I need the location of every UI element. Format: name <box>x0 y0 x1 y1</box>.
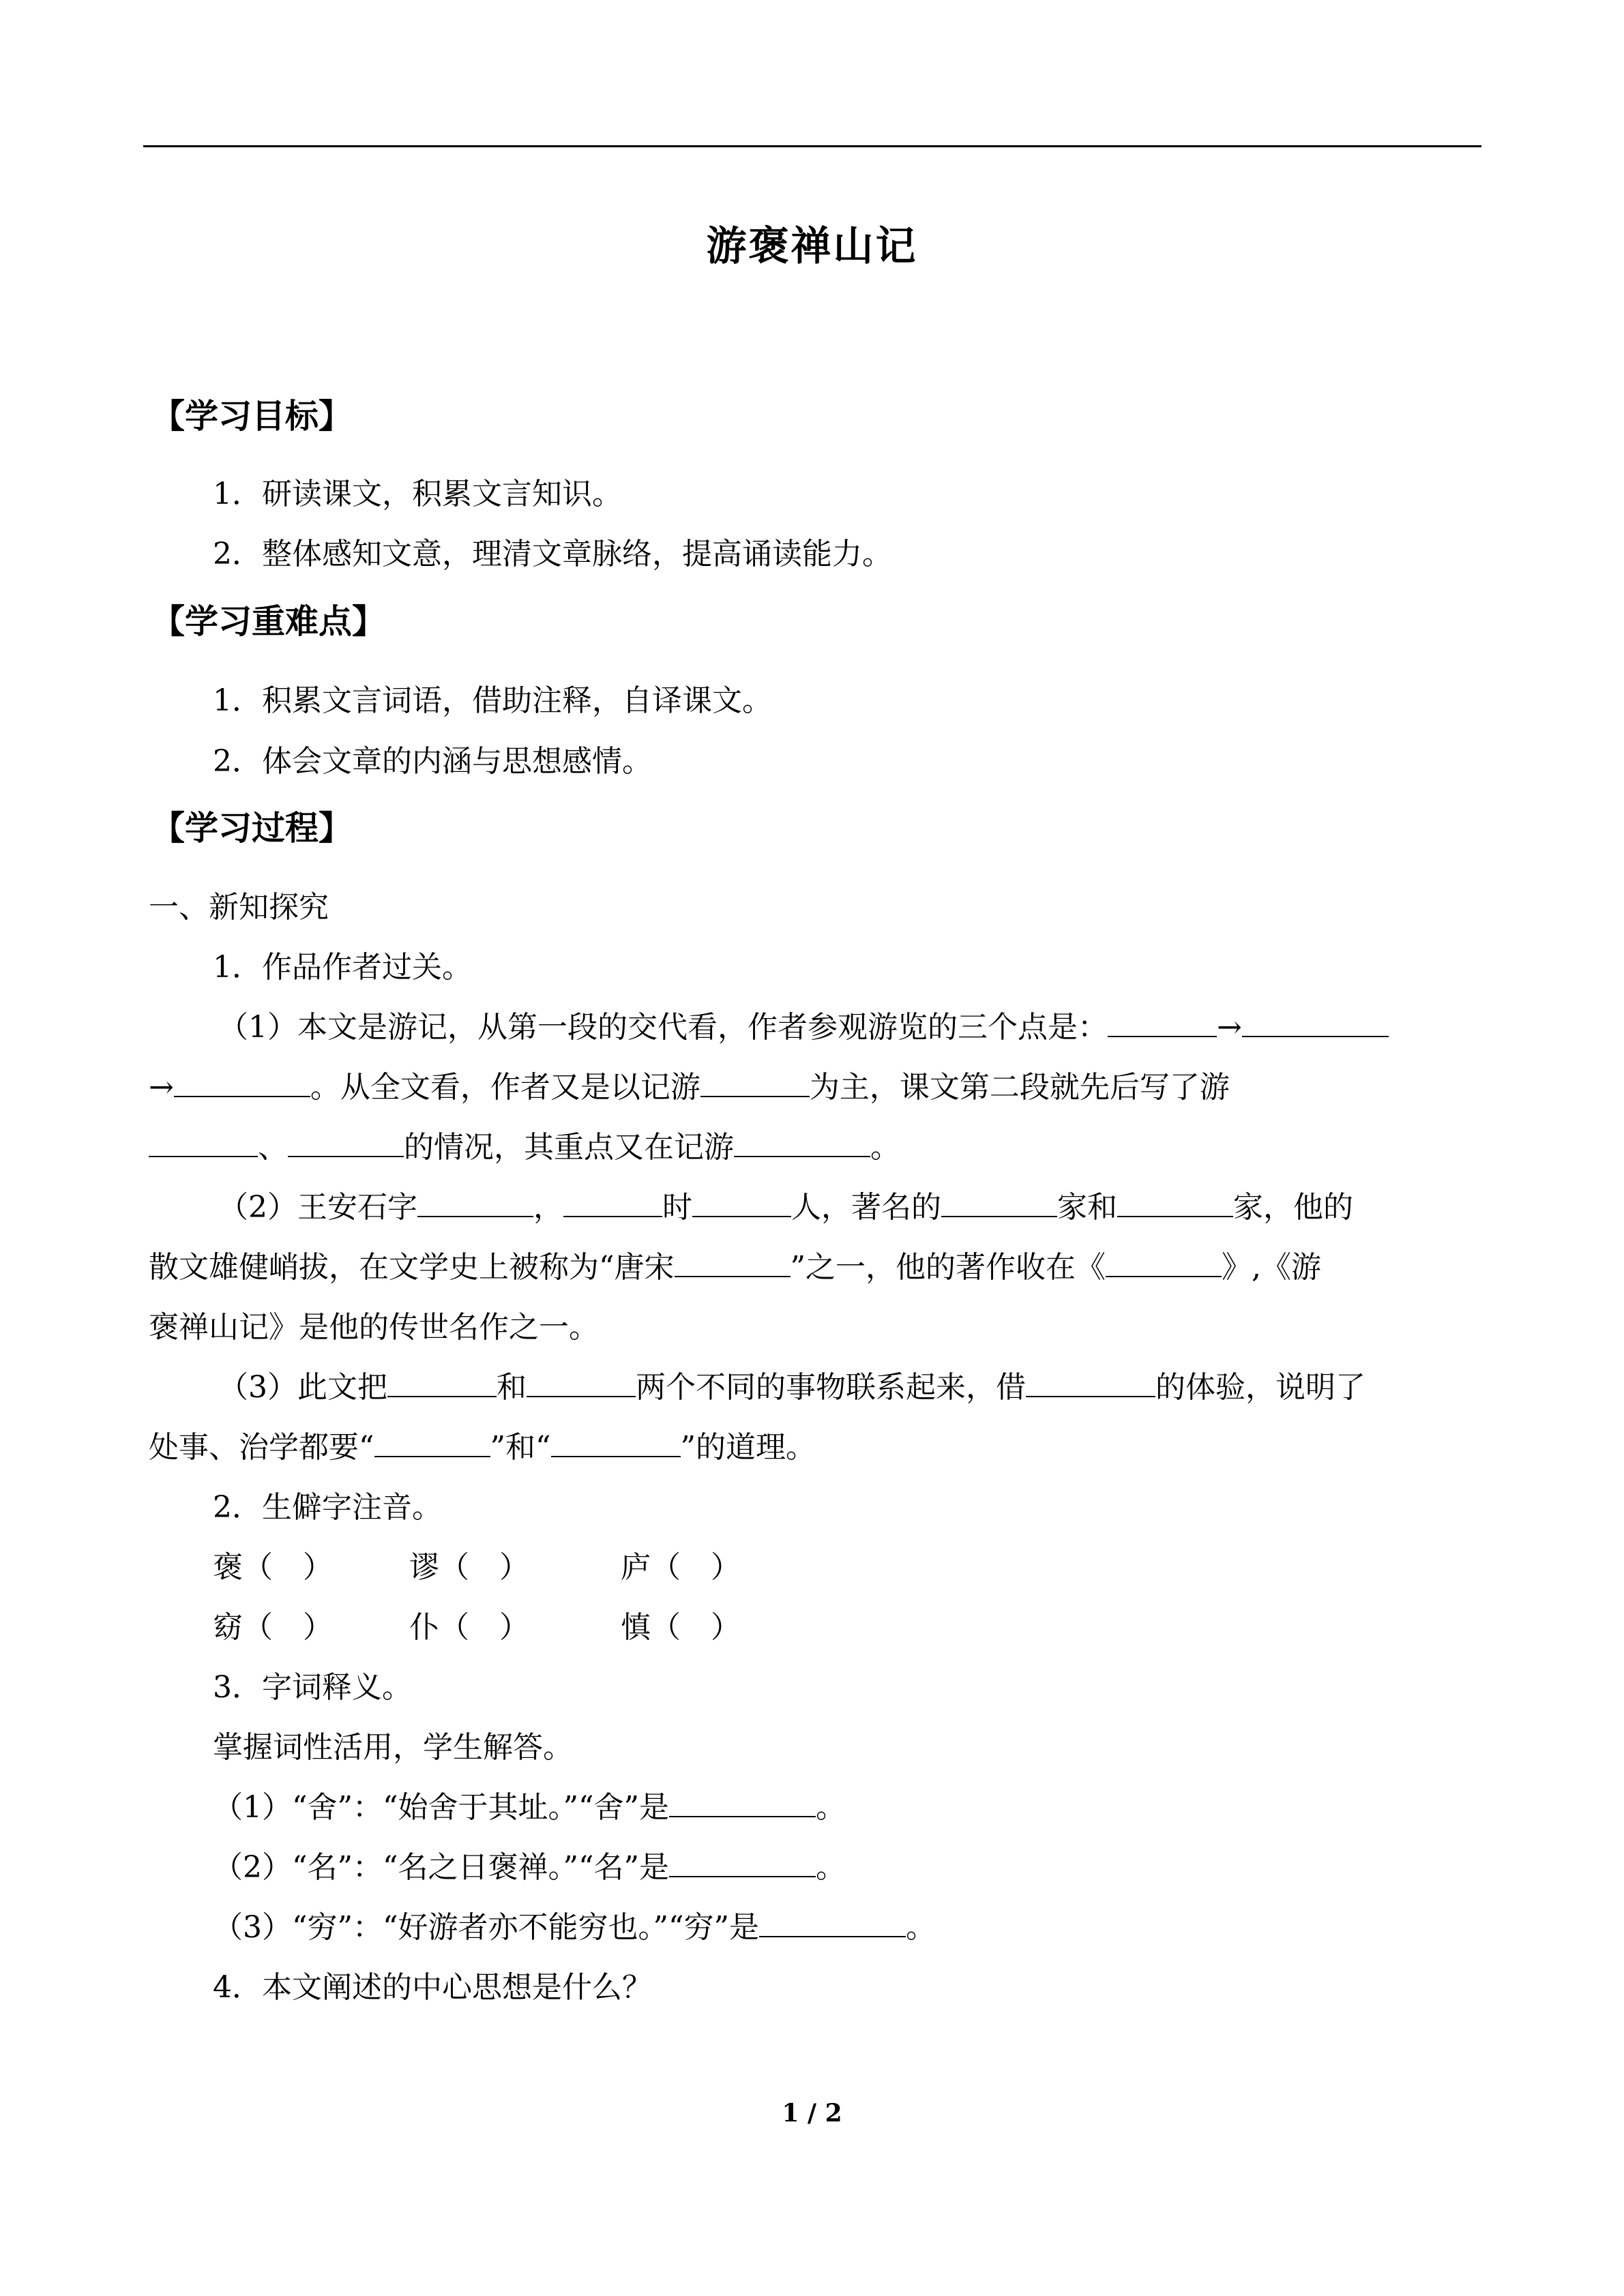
question-3-item-3 <box>213 1908 936 1948</box>
q3-item-end: 。 <box>815 1790 846 1825</box>
char-pinyin-item: 庐（ ） <box>621 1550 741 1585</box>
goal-item-1: 1．研读课文，积累文言知识。 <box>213 477 622 511</box>
arrow-icon: → <box>1217 1010 1242 1045</box>
question-3-title: 3．字词释义。 <box>213 1670 412 1705</box>
answer-blank[interactable] <box>1117 1212 1233 1217</box>
question-1-1-line-2 <box>149 1068 1230 1107</box>
answer-blank[interactable] <box>700 1092 810 1097</box>
q1-2-text-c: 时 <box>662 1190 692 1225</box>
q1-3-text-c: 两个不同的事物联系起来，借 <box>636 1370 1026 1405</box>
question-2-title: 2．生僻字注音。 <box>213 1490 442 1525</box>
answer-blank[interactable] <box>1026 1392 1155 1397</box>
document-title: 游褒禅山记 <box>706 222 918 269</box>
heading-key-points: 【学习重难点】 <box>151 602 386 641</box>
q1-3-text-f: ”和“ <box>490 1430 551 1465</box>
question-1-2-line-2 <box>149 1248 1321 1287</box>
answer-blank[interactable] <box>374 1452 490 1457</box>
q1-2-text-a: （2）王安石字 <box>218 1190 417 1225</box>
section-new-knowledge: 一、新知探究 <box>149 890 329 925</box>
question-1-2-line-3: 褒禅山记》是他的传世名作之一。 <box>149 1310 599 1345</box>
answer-blank[interactable] <box>669 1872 816 1877</box>
question-4-title: 4．本文阐述的中心思想是什么？ <box>213 1970 652 2005</box>
char-pinyin-item: 窈（ ） <box>213 1610 333 1645</box>
question-1-3-line-1 <box>218 1368 1365 1407</box>
q1-1-text-b: 。从全文看，作者又是以记游 <box>310 1070 700 1105</box>
q3-item-text: （1）“舍”：“始舍于其址。”“舍”是 <box>213 1790 669 1825</box>
key-point-item-1: 1．积累文言词语，借助注释，自译课文。 <box>213 683 772 718</box>
answer-blank[interactable] <box>149 1152 258 1157</box>
answer-blank[interactable] <box>675 1272 791 1277</box>
answer-blank[interactable] <box>387 1392 497 1397</box>
q1-2-text-h: ”之一，他的著作收在《 <box>790 1250 1106 1285</box>
question-1-2-line-1 <box>218 1188 1353 1227</box>
answer-blank[interactable] <box>759 1932 906 1937</box>
q3-item-end: 。 <box>815 1850 846 1885</box>
q1-2-text-d: 人，著名的 <box>791 1190 941 1225</box>
q3-item-text: （2）“名”：“名之日褒禅。”“名”是 <box>213 1850 669 1885</box>
answer-blank[interactable] <box>734 1152 870 1157</box>
q1-1-text-e: 的情况，其重点又在记游 <box>404 1130 734 1165</box>
q3-item-text: （3）“穷”：“好游者亦不能穷也。”“穷”是 <box>213 1910 759 1945</box>
answer-blank[interactable] <box>1108 1032 1217 1037</box>
q1-2-text-i: 》,《游 <box>1222 1250 1321 1285</box>
char-pinyin-item: 慎（ ） <box>621 1610 741 1645</box>
answer-blank[interactable] <box>417 1212 533 1217</box>
heading-goals: 【学习目标】 <box>151 397 353 436</box>
question-1-3-line-2 <box>149 1428 816 1467</box>
answer-blank[interactable] <box>174 1092 310 1097</box>
answer-blank[interactable] <box>563 1212 662 1217</box>
question-3-item-2 <box>213 1848 846 1888</box>
question-3-intro: 掌握词性活用，学生解答。 <box>213 1730 573 1765</box>
goal-item-2: 2．整体感知文意，理清文章脉络，提高诵读能力。 <box>213 537 892 571</box>
q1-3-text-a: （3）此文把 <box>218 1370 387 1405</box>
q1-1-text-f: 。 <box>870 1130 900 1165</box>
q1-3-text-e: 处事、治学都要“ <box>149 1430 374 1465</box>
arrow-icon: → <box>149 1070 174 1105</box>
answer-blank[interactable] <box>1242 1032 1389 1037</box>
char-pinyin-item: 褒（ ） <box>213 1550 333 1585</box>
answer-blank[interactable] <box>941 1212 1057 1217</box>
header-rule <box>143 145 1481 147</box>
question-1-1-line-1 <box>218 1008 1389 1047</box>
question-1-1-line-3 <box>149 1128 900 1167</box>
page-number: 1 / 2 <box>782 2099 842 2128</box>
q1-1-text-c: 为主，课文第二段就先后写了游 <box>809 1070 1230 1105</box>
q1-3-text-b: 和 <box>497 1370 527 1405</box>
question-1-title: 1．作品作者过关。 <box>213 950 472 985</box>
question-3-item-1 <box>213 1788 846 1828</box>
heading-process: 【学习过程】 <box>151 809 353 848</box>
answer-blank[interactable] <box>669 1812 816 1817</box>
q1-3-text-d: 的体验，说明了 <box>1155 1370 1365 1405</box>
answer-blank[interactable] <box>288 1152 404 1157</box>
q1-2-text-b: ， <box>533 1190 563 1225</box>
q1-2-text-e: 家和 <box>1057 1190 1117 1225</box>
answer-blank[interactable] <box>1106 1272 1222 1277</box>
q1-1-text-a: （1）本文是游记，从第一段的交代看，作者参观游览的三个点是： <box>218 1010 1108 1045</box>
answer-blank[interactable] <box>551 1452 681 1457</box>
q1-1-text-d: 、 <box>258 1130 288 1165</box>
answer-blank[interactable] <box>692 1212 791 1217</box>
q1-2-text-g: 散文雄健峭拔，在文学史上被称为“唐宋 <box>149 1250 675 1285</box>
q3-item-end: 。 <box>905 1910 936 1945</box>
key-point-item-2: 2．体会文章的内涵与思想感情。 <box>213 744 652 779</box>
char-pinyin-item: 仆（ ） <box>409 1610 529 1645</box>
answer-blank[interactable] <box>527 1392 636 1397</box>
char-pinyin-item: 谬（ ） <box>409 1550 529 1585</box>
q1-2-text-f: 家，他的 <box>1233 1190 1353 1225</box>
q1-3-text-g: ”的道理。 <box>680 1430 816 1465</box>
